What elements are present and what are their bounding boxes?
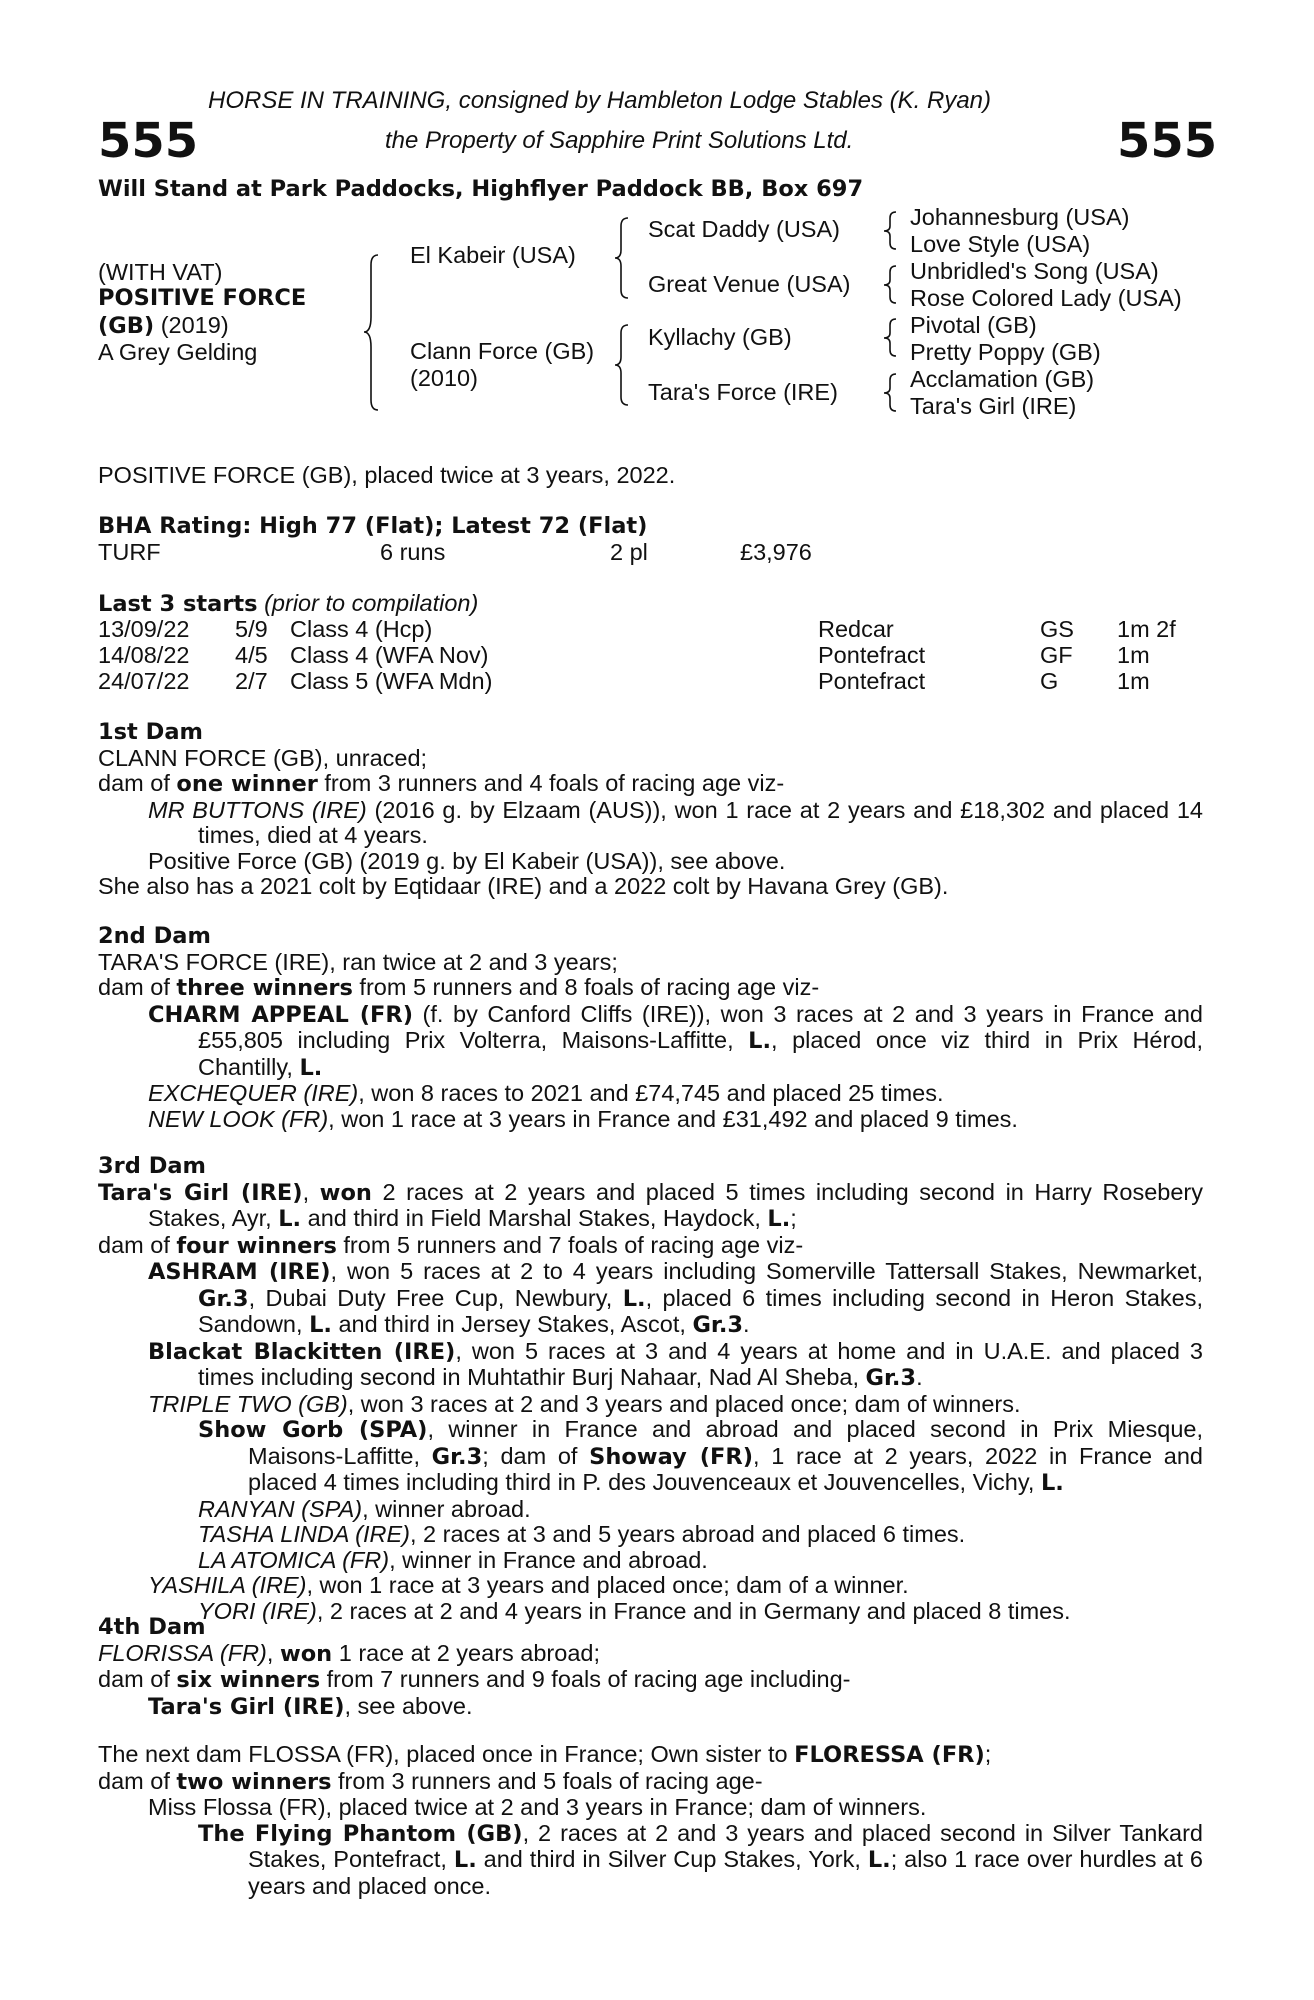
text: , placed 6 times including second in Heron Stakes, Sandown, (198, 1284, 1203, 1337)
second-dam-heading: 2nd Dam (98, 923, 211, 949)
text: from 7 runners and 9 foals of racing age including- (320, 1666, 851, 1692)
start-date: 24/07/22 (98, 668, 190, 694)
start-position: 5/9 (235, 616, 268, 642)
text: , won 1 race at 3 years in France and £31,492 and placed 9 times. (328, 1105, 1018, 1132)
text: 2 races at 2 years and placed 5 times including second in Harry Rosebery Stakes, Ayr, (148, 1178, 1204, 1231)
winners-count: one winner (176, 771, 318, 797)
text: , (266, 1639, 280, 1666)
bha-rating: BHA Rating: High 77 (Flat); Latest 72 (Flat) (98, 513, 648, 539)
text: from 3 runners and 4 foals of racing age viz- (317, 770, 785, 796)
text: , won 5 races at 2 to 4 years including Somerville Tattersall Stakes, Newmarket, (330, 1258, 1203, 1284)
rating-surface: TURF (98, 539, 161, 565)
next-dam-record (98, 1742, 1203, 1769)
text: . (743, 1311, 750, 1337)
produce-miss-flossa: Miss Flossa (FR), placed twice at 2 and 3 years in France; dam of winners. (148, 1794, 927, 1820)
rating-runs: 6 runs (380, 539, 446, 565)
fourth-dam-section (98, 1615, 1203, 1720)
text: , (302, 1178, 320, 1205)
rating-earnings: £3,976 (740, 539, 812, 565)
produce-name: LA ATOMICA (FR) (198, 1546, 390, 1573)
produce-name: YORI (IRE) (198, 1597, 317, 1624)
sd-dam: Rose Colored Lady (USA) (910, 285, 1182, 311)
ss-sire: Johannesburg (USA) (910, 204, 1130, 230)
text: , won 5 races at 3 and 4 years at home and in U.A.E. and placed 3 times including second in Muhtathir Burj Nahaar, Nad Al Sheba, (198, 1337, 1203, 1390)
produce-show-gorb (98, 1417, 1203, 1497)
ds-sire: Pivotal (GB) (910, 312, 1037, 338)
produce-name: Showay (FR) (589, 1443, 753, 1470)
produce-name: RANYAN (SPA) (198, 1495, 363, 1522)
first-dam-heading: 1st Dam (98, 719, 203, 745)
horse-origin (98, 313, 229, 340)
grade: Gr.3 (692, 1312, 744, 1338)
produce-name: Show Gorb (SPA) (198, 1417, 428, 1443)
first-dam-section (98, 720, 1203, 900)
produce-ranyan (98, 1497, 1203, 1523)
third-dam-section (98, 1154, 1203, 1624)
produce-taras-girl (98, 1694, 1203, 1721)
winners-count: two winners (176, 1768, 332, 1795)
text: from 5 runners and 7 foals of racing age viz- (336, 1231, 804, 1258)
text: ; dam of (482, 1442, 590, 1469)
produce-triple-two (98, 1392, 1203, 1418)
horse-year: (2019) (160, 312, 229, 338)
text: ; (984, 1741, 992, 1767)
winners-count: four winners (176, 1232, 337, 1259)
start-date: 14/08/22 (98, 642, 190, 668)
produce-flying-phantom (98, 1821, 1203, 1900)
first-dam-produce-line (98, 771, 1203, 798)
start-distance: 1m (1117, 668, 1150, 694)
text: , Dubai Duty Free Cup, Newbury, (248, 1284, 623, 1311)
consignor-line: HORSE IN TRAINING, consigned by Hambleton Lodge Stables (K. Ryan) (208, 87, 991, 114)
start-position: 4/5 (235, 642, 268, 668)
lot-number-right: 555 (1117, 113, 1218, 169)
horse-name: POSITIVE FORCE (98, 285, 307, 311)
text: from 5 runners and 8 foals of racing age viz- (352, 974, 820, 1000)
ds-dam: Pretty Poppy (GB) (910, 339, 1101, 365)
ss-dam: Love Style (USA) (910, 231, 1091, 257)
fourth-dam-produce-line (98, 1667, 1203, 1694)
produce-name: EXCHEQUER (IRE) (148, 1080, 359, 1106)
fourth-dam-heading: 4th Dam (98, 1614, 206, 1640)
dam-name: FLORISSA (FR) (98, 1639, 267, 1666)
fourth-dam-record (98, 1641, 1203, 1668)
third-dam-produce-line (98, 1233, 1203, 1260)
text: dam of (98, 1231, 177, 1258)
grade: Gr.3 (865, 1365, 917, 1391)
text: , won 8 races to 2021 and £74,745 and placed 25 times. (358, 1080, 944, 1106)
produce-name: Tara's Girl (IRE) (148, 1693, 345, 1720)
dam-name: Clann Force (GB) (410, 338, 595, 364)
text: dam of (98, 770, 177, 796)
text: (f. by Canford Cliffs (IRE)), won 3 races at 2 and 3 years in France and £55,805 including Prix Volterra, Maisons-Laffitte, (198, 1000, 1203, 1053)
won-label: won (319, 1179, 372, 1206)
vat-label: (WITH VAT) (98, 259, 223, 285)
lot-number-left: 555 (98, 113, 199, 169)
first-dam-line1: CLANN FORCE (GB), unraced; (98, 744, 428, 771)
produce-la-atomica (98, 1548, 1203, 1574)
start-date: 13/09/22 (98, 616, 190, 642)
next-dam-produce-line (98, 1769, 1203, 1796)
start-distance: 1m (1117, 642, 1150, 668)
text: ; (790, 1205, 797, 1231)
third-dam-record (98, 1180, 1203, 1233)
produce-ashram (98, 1259, 1203, 1339)
text: from 3 runners and 5 foals of racing age- (331, 1767, 763, 1794)
dam-year: (2010) (410, 365, 478, 391)
bracket-gen1 (368, 255, 388, 410)
text: ; also 1 race over hurdles at 6 years and placed once. (248, 1846, 1203, 1899)
produce-name: MR BUTTONS (IRE) (148, 796, 367, 823)
horse-description: A Grey Gelding (98, 339, 258, 365)
grade: L. (278, 1206, 302, 1232)
text: , see above. (344, 1692, 473, 1719)
starts-heading (98, 591, 478, 618)
produce-name: ASHRAM (IRE) (148, 1259, 331, 1285)
starts-title: Last 3 starts (98, 591, 258, 617)
rating-placed: 2 pl (610, 539, 648, 565)
bracket-sd (886, 264, 900, 304)
start-distance: 1m 2f (1117, 616, 1176, 642)
sire-name: El Kabeir (USA) (410, 242, 576, 268)
text: , won 3 races at 2 and 3 years and placed once; dam of winners. (347, 1390, 1021, 1417)
produce-name: NEW LOOK (FR) (148, 1105, 329, 1132)
second-dam-section (98, 924, 1203, 1132)
produce-name: YASHILA (IRE) (148, 1572, 307, 1598)
grade: L. (299, 1054, 323, 1081)
bracket-dam (618, 325, 632, 405)
grade: L. (622, 1285, 646, 1312)
text: , winner abroad. (362, 1495, 531, 1522)
produce-blackat-blackitten (98, 1339, 1203, 1392)
sister-name: FLORESSA (FR) (794, 1742, 985, 1768)
produce-name: TRIPLE TWO (GB) (148, 1390, 348, 1417)
grade: Gr.3 (198, 1285, 249, 1312)
sire-sire: Scat Daddy (USA) (648, 216, 840, 242)
dam-dam: Tara's Force (IRE) (648, 379, 838, 405)
horse-summary: POSITIVE FORCE (GB), placed twice at 3 years, 2022. (98, 462, 676, 488)
third-dam-heading: 3rd Dam (98, 1153, 206, 1179)
text: , 2 races at 2 and 4 years in France and in Germany and placed 8 times. (316, 1597, 1071, 1624)
text: , placed once viz third in Prix Hérod, Chantilly, (198, 1027, 1203, 1080)
grade: L. (748, 1028, 772, 1054)
bracket-dd (886, 372, 900, 412)
produce-name: Blackat Blackitten (IRE) (148, 1338, 456, 1365)
stand-location: Will Stand at Park Paddocks, Highflyer Paddock BB, Box 697 (98, 176, 864, 202)
produce-name: TASHA LINDA (IRE) (198, 1521, 410, 1547)
text: and third in Jersey Stakes, Ascot, (331, 1311, 693, 1337)
sire-dam: Great Venue (USA) (648, 271, 851, 297)
text: 1 race at 2 years abroad; (332, 1639, 600, 1666)
text: , won 1 race at 3 years and placed once; dam of a winner. (306, 1572, 909, 1598)
sd-sire: Unbridled's Song (USA) (910, 258, 1159, 284)
text: , 2 races at 2 and 3 years and placed second in Silver Tankard Stakes, Pontefract, (248, 1819, 1203, 1872)
text: and third in Silver Cup Stakes, York, (476, 1846, 868, 1872)
produce-name: The Flying Phantom (GB) (198, 1820, 523, 1847)
first-dam-note: She also has a 2021 colt by Eqtidaar (IRE) and a 2022 colt by Havana Grey (GB). (98, 873, 949, 899)
start-race: Class 5 (WFA Mdn) (290, 668, 493, 694)
winners-count: six winners (176, 1667, 321, 1693)
text: dam of (98, 1666, 177, 1692)
horse-country: (GB) (98, 313, 155, 339)
produce-exchequer (98, 1081, 1203, 1107)
text: , 2 races at 3 and 5 years abroad and placed 6 times. (409, 1521, 966, 1547)
dd-sire: Acclamation (GB) (910, 366, 1095, 392)
grade: Gr.3 (431, 1443, 483, 1470)
text: dam of (98, 1767, 177, 1794)
bracket-sire (618, 218, 632, 298)
text: , 1 race at 2 years, 2022 in France and placed 4 times including third in P. des Jouvenceaux et Jouvencelles, Vichy, (248, 1442, 1203, 1495)
grade: L. (309, 1312, 332, 1338)
produce-positive-force: Positive Force (GB) (2019 g. by El Kabeir (USA)), see above. (148, 847, 786, 874)
grade: L. (867, 1847, 891, 1873)
start-going: G (1040, 668, 1059, 694)
dd-dam: Tara's Girl (IRE) (910, 393, 1077, 419)
grade: L. (767, 1206, 791, 1232)
owner-line: the Property of Sapphire Print Solutions Ltd. (385, 127, 854, 154)
produce-tasha-linda (98, 1522, 1203, 1548)
start-going: GS (1040, 616, 1074, 642)
text: dam of (98, 974, 177, 1000)
start-going: GF (1040, 642, 1073, 668)
grade: L. (453, 1847, 477, 1873)
start-race: Class 4 (WFA Nov) (290, 642, 489, 668)
next-dam-section (98, 1742, 1203, 1899)
dam-name: Tara's Girl (IRE) (98, 1179, 303, 1206)
bracket-ss (886, 210, 900, 250)
second-dam-line1: TARA'S FORCE (IRE), ran twice at 2 and 3 years; (98, 948, 618, 975)
start-course: Redcar (818, 616, 894, 642)
won-label: won (279, 1640, 333, 1667)
start-course: Pontefract (818, 642, 926, 668)
start-course: Pontefract (818, 668, 926, 694)
start-race: Class 4 (Hcp) (290, 616, 433, 642)
produce-record: (2016 g. by Elzaam (AUS)), won 1 race at 2 years and £18,302 and placed 14 times, died at 4 years. (198, 796, 1203, 848)
text: and third in Field Marshal Stakes, Haydock, (301, 1205, 768, 1231)
produce-name: CHARM APPEAL (FR) (148, 1001, 413, 1028)
winners-count: three winners (176, 975, 353, 1001)
produce-new-look (98, 1107, 1203, 1133)
start-position: 2/7 (235, 668, 268, 694)
dam-sire: Kyllachy (GB) (648, 324, 792, 350)
starts-note: (prior to compilation) (264, 590, 479, 616)
text: , winner in France and abroad. (389, 1546, 708, 1573)
produce-charm-appeal (98, 1002, 1203, 1082)
produce-yashila (98, 1573, 1203, 1599)
text: . (916, 1364, 923, 1390)
text: The next dam FLOSSA (FR), placed once in France; Own sister to (98, 1741, 795, 1767)
text: , winner in France and abroad and placed second in Prix Miesque, Maisons-Laffitte, (248, 1416, 1203, 1469)
produce-mr-buttons (98, 798, 1203, 849)
bracket-ds (886, 317, 900, 357)
grade: L. (1040, 1470, 1064, 1496)
second-dam-produce-line (98, 975, 1203, 1002)
